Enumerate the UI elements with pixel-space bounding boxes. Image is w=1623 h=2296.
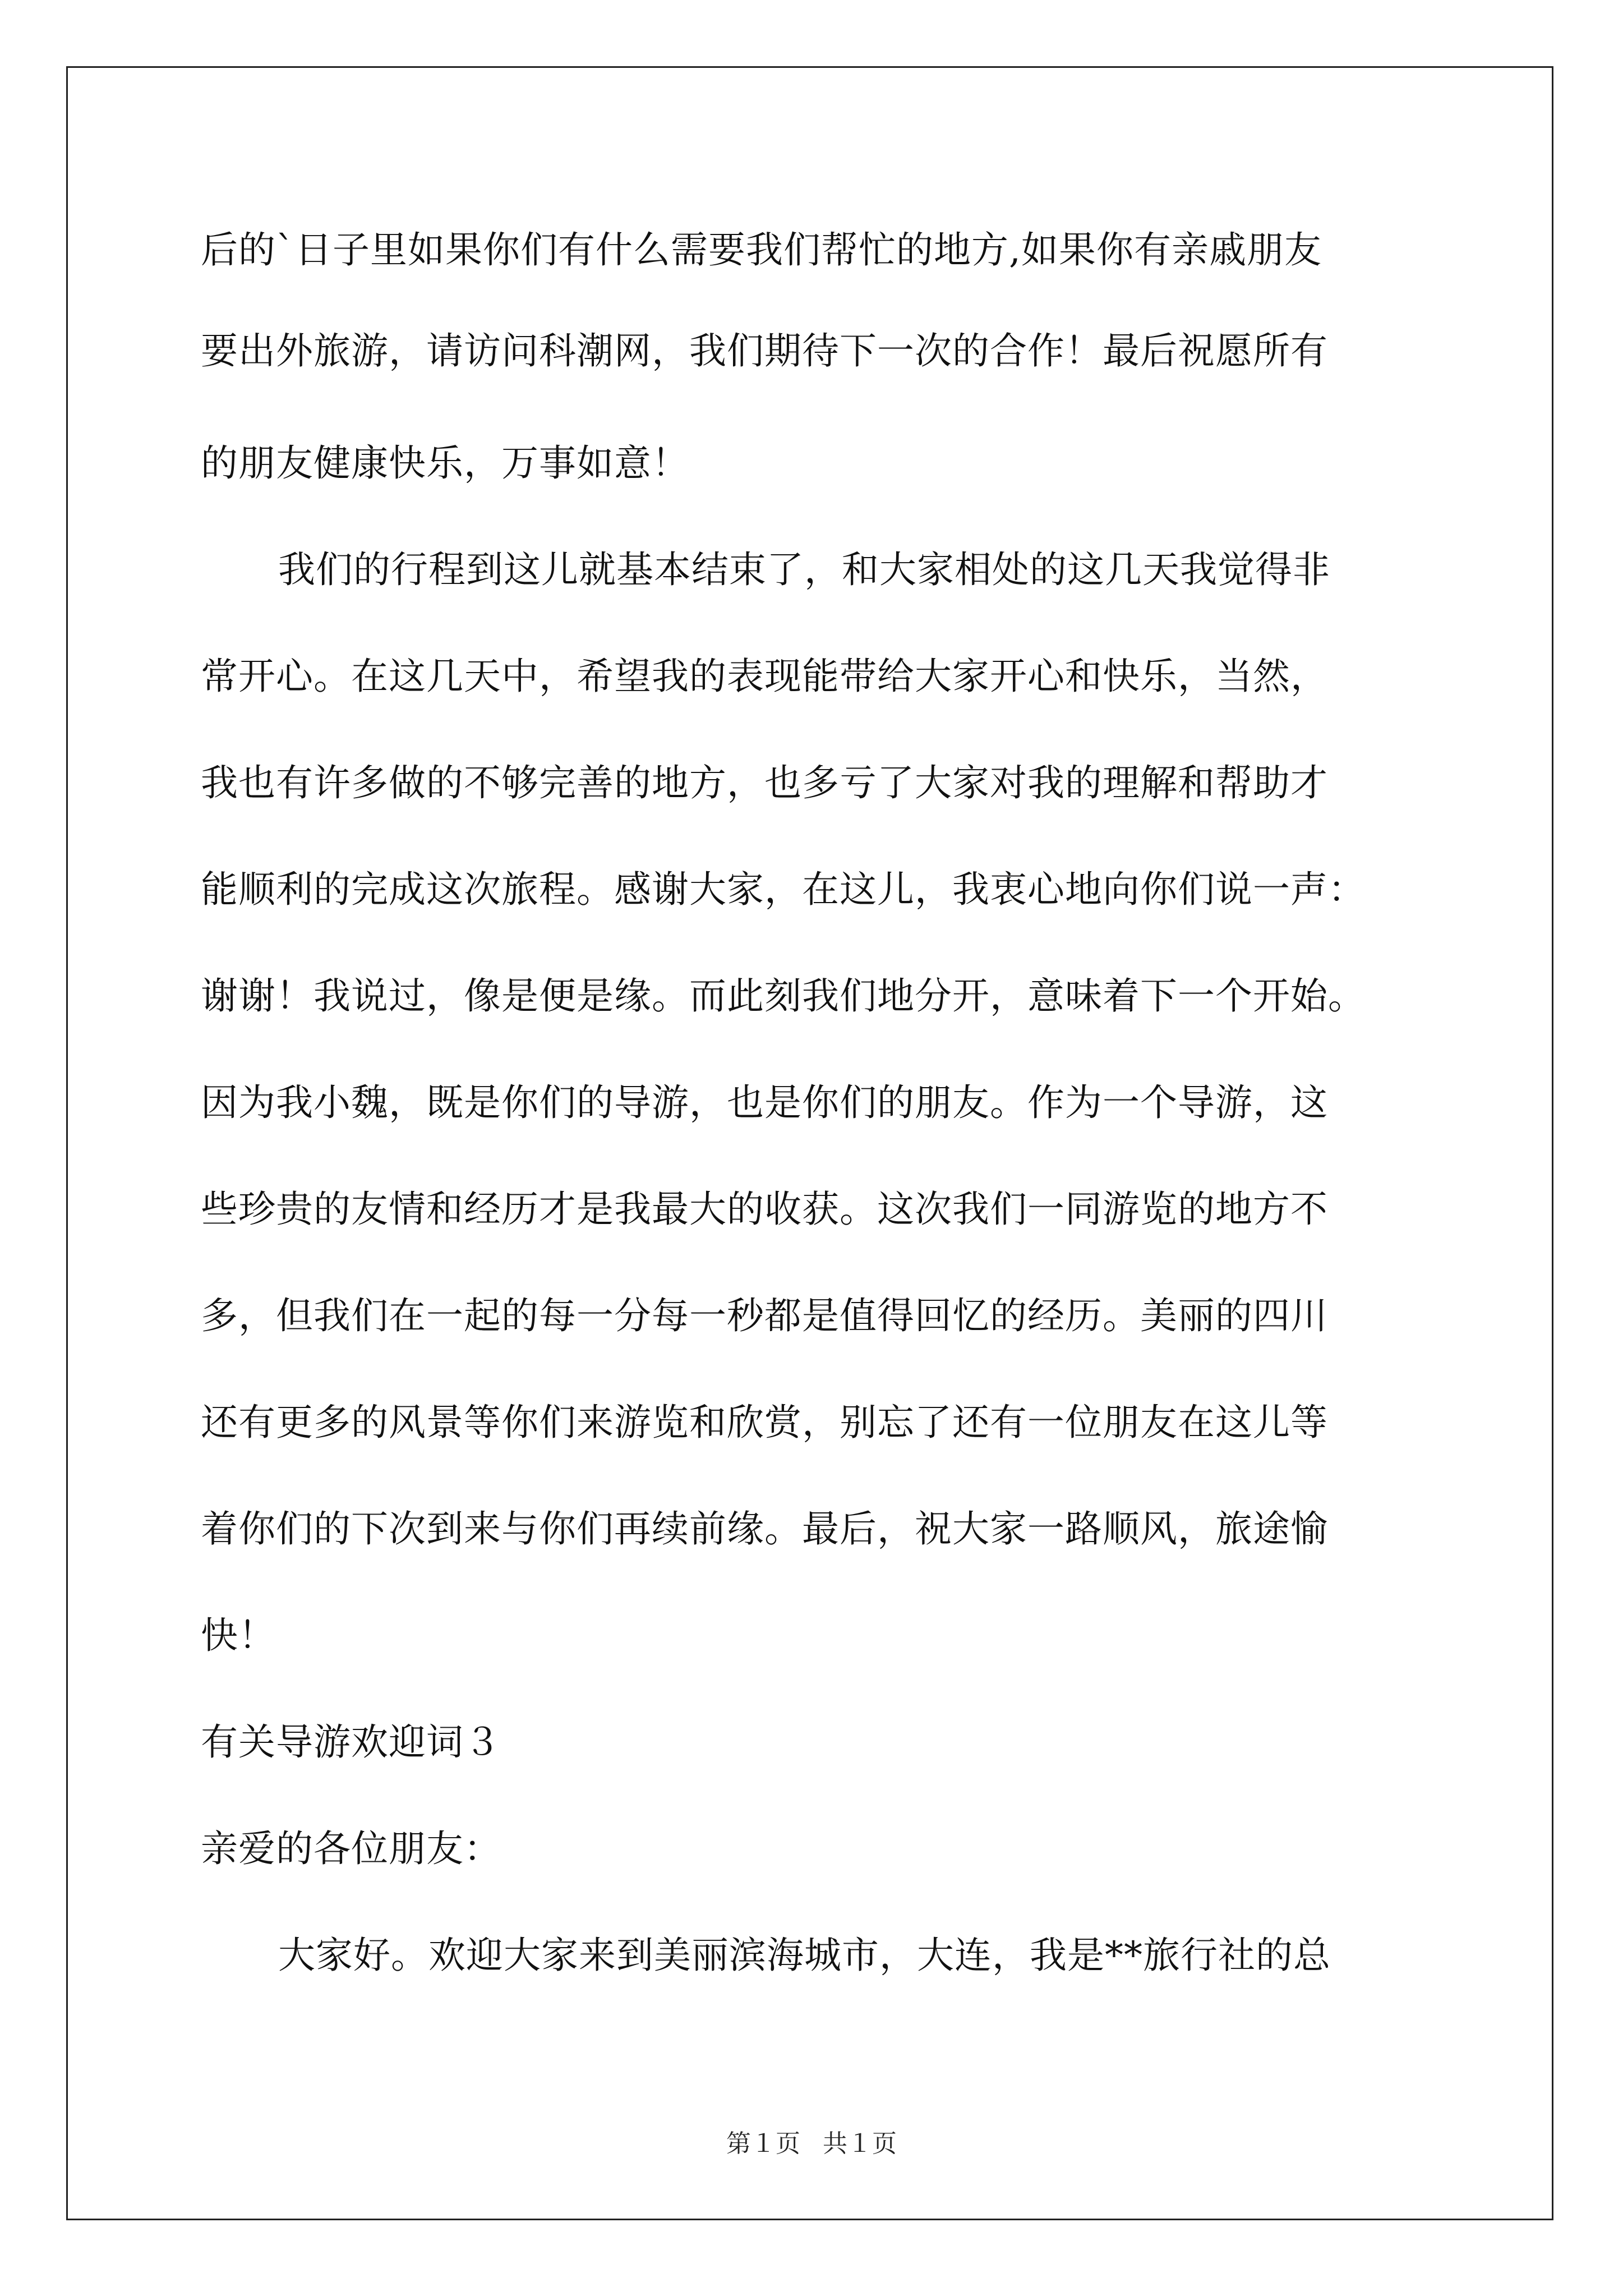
text-line: 因为我小魏，既是你们的导游，也是你们的朋友。作为一个导游，这: [201, 1081, 1328, 1124]
text-line: 我也有许多做的不够完善的地方，也多亏了大家对我的理解和帮助才: [201, 761, 1328, 804]
text-line: 快！: [201, 1614, 276, 1657]
page-number: 第１页: [726, 2129, 800, 2158]
page-total: 共１页: [823, 2129, 897, 2158]
section-heading: 有关导游欢迎词３: [201, 1720, 501, 1764]
text-line: 能顺利的完成这次旅程。感谢大家，在这儿，我衷心地向你们说一声：: [201, 868, 1366, 911]
page-footer: [0, 2128, 1623, 2160]
text-line: 着你们的下次到来与你们再续前缘。最后，祝大家一路顺风，旅途愉: [201, 1507, 1328, 1550]
salutation: 亲爱的各位朋友：: [201, 1827, 501, 1870]
text-line: 常开心。在这几天中，希望我的表现能带给大家开心和快乐，当然，: [201, 655, 1328, 698]
text-line: 谢谢！我说过，像是便是缘。而此刻我们地分开，意味着下一个开始。: [201, 974, 1366, 1018]
text-line: 后的`日子里如果你们有什么需要我们帮忙的地方,如果你有亲戚朋友: [201, 228, 1322, 272]
text-line: 多，但我们在一起的每一分每一秒都是值得回忆的经历。美丽的四川: [201, 1294, 1328, 1337]
text-line: 的朋友健康快乐，万事如意！: [201, 441, 689, 485]
text-line: 些珍贵的友情和经历才是我最大的收获。这次我们一同游览的地方不: [201, 1188, 1328, 1231]
text-line: 还有更多的风景等你们来游览和欣赏，别忘了还有一位朋友在这儿等: [201, 1401, 1328, 1444]
text-line: 要出外旅游，请访问科潮网，我们期待下一次的合作！最后祝愿所有: [201, 329, 1328, 372]
text-line: 大家好。欢迎大家来到美丽滨海城市，大连，我是**旅行社的总: [278, 1934, 1331, 1977]
page-border: [66, 66, 1553, 2220]
text-line: 我们的行程到这儿就基本结束了，和大家相处的这几天我觉得非: [278, 548, 1330, 591]
